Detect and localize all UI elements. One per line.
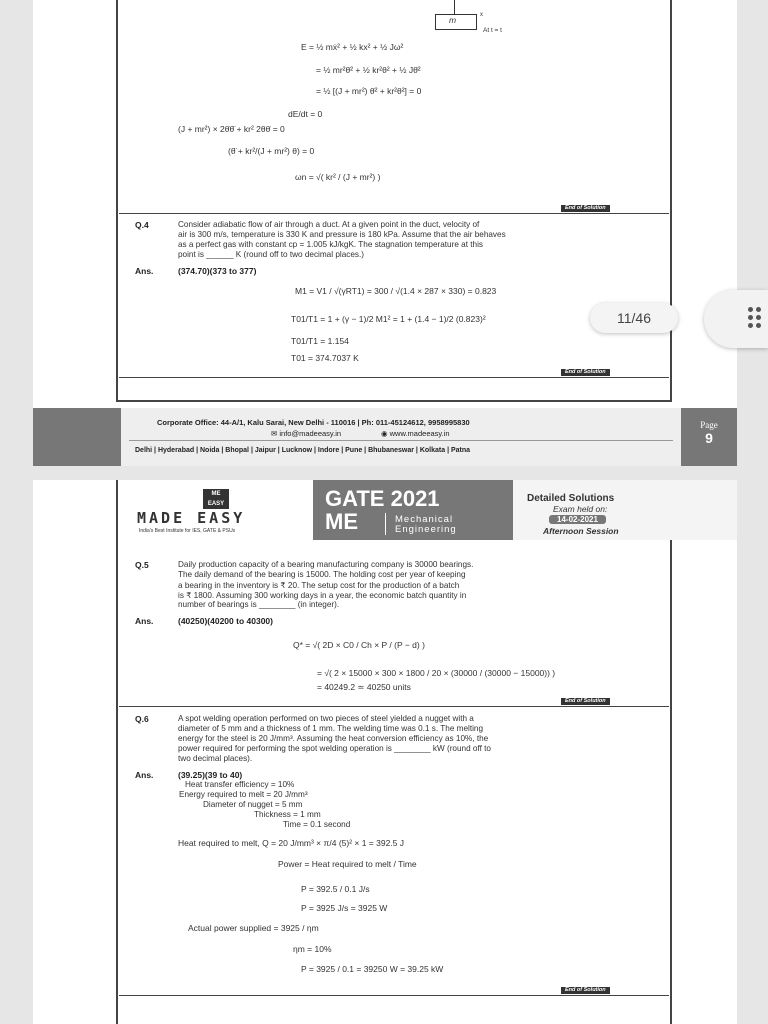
solution-line: ηm = 10% — [293, 944, 332, 954]
page-indicator[interactable]: 11/46 — [590, 303, 678, 333]
question-number: Q.6 — [135, 714, 149, 724]
separator-rule — [119, 995, 669, 996]
question-text-line: Consider adiabatic flow of air through a duct. At a given point in the duct, velocity of — [178, 220, 480, 229]
footer-divider — [129, 440, 673, 441]
given-value: Thickness = 1 mm — [254, 810, 321, 819]
solution-line: Power = Heat required to melt / Time — [278, 859, 417, 869]
x-label: x — [480, 12, 483, 18]
end-of-solution-badge: End of Solution — [561, 987, 610, 994]
web-link[interactable]: ◉ www.madeeasy.in — [381, 429, 450, 438]
solution-line: T01/T1 = 1 + (γ − 1)/2 M1² = 1 + (1.4 − 1)/2 (0.823)² — [291, 314, 486, 324]
mass-spring-line — [454, 0, 455, 14]
page-header — [121, 480, 737, 540]
question-text-line: Daily production capacity of a bearing manufacturing company is 30000 bearings. — [178, 560, 474, 569]
solution-line: Actual power supplied = 3925 / ηm — [188, 923, 319, 933]
answer-label: Ans. — [135, 770, 154, 780]
document-page-9 — [33, 0, 737, 466]
question-text-line: diameter of 5 mm and a thickness of 1 mm. The welding time was 0.1 s. The melting — [178, 724, 484, 733]
mail-icon: ✉ — [271, 429, 280, 438]
branch-name-1: Mechanical — [395, 514, 454, 525]
energy-eq-4: dE/dt = 0 — [288, 109, 323, 119]
question-text-line: power required for performing the spot welding operation is ________ kW (round off to — [178, 744, 491, 753]
energy-eq-2: = ½ mr²θ̇² + ½ kr²θ² + ½ Jθ̇² — [316, 65, 421, 75]
city-list: Delhi | Hyderabad | Noida | Bhopal | Jaipur | Lucknow | Indore | Pune | Bhubaneswar | Kolkata | Patna — [135, 447, 471, 454]
question-text-line: number of bearings is ________ (in integer). — [178, 600, 340, 609]
detailed-solutions-label: Detailed Solutions — [527, 493, 615, 504]
document-page-10 — [33, 480, 737, 1024]
footer-left-band — [33, 408, 121, 466]
mass-label: m — [449, 15, 457, 25]
separator-rule — [119, 377, 669, 378]
logo-icon: ME EASY — [203, 489, 229, 509]
end-of-solution-badge: End of Solution — [561, 205, 610, 212]
energy-eq-5: (J + mr²) × 2θ̇θ̈ + kr² 2θθ̇ = 0 — [178, 124, 285, 134]
exam-block — [313, 480, 513, 540]
brand-name: MADE EASY — [137, 509, 246, 527]
brand-block — [121, 480, 313, 540]
question-text-line: air is 300 m/s, temperature is 330 K and pressure is 180 kPa. Assume that the air behaves — [178, 230, 506, 239]
solution-line: T01 = 374.7037 K — [291, 353, 359, 363]
given-value: Heat transfer efficiency = 10% — [185, 780, 295, 789]
end-of-solution-badge: End of Solution — [561, 369, 610, 376]
question-text-line: A spot welding operation performed on two pieces of steel yielded a nugget with a — [178, 714, 474, 723]
exam-date-badge: 14-02-2021 — [549, 515, 606, 524]
given-value: Diameter of nugget = 5 mm — [203, 800, 303, 809]
answer-value: (39.25)(39 to 40) — [178, 770, 243, 780]
question-text-line: two decimal places). — [178, 754, 253, 763]
session-block — [513, 480, 737, 540]
question-text-line: energy for the steel is 20 J/mm³. Assuming the heat conversion efficiency as 10%, the — [178, 734, 489, 743]
solution-line: Q* = √( 2D × C0 / Ch × P / (P − d) ) — [293, 640, 425, 650]
energy-eq-7: ωn = √( kr² / (J + mr²) ) — [295, 172, 381, 182]
answer-value: (374.70)(373 to 377) — [178, 266, 257, 276]
answer-value: (40250)(40200 to 40300) — [178, 616, 273, 626]
brand-tagline: India's Best Institute for IES, GATE & PSUs — [139, 528, 236, 534]
question-text-line: The daily demand of the bearing is 15000. The holding cost per year of keeping — [178, 570, 466, 579]
question-number: Q.5 — [135, 560, 149, 570]
solution-line: = √( 2 × 15000 × 300 × 1800 / 20 × (30000 / (30000 − 15000)) ) — [317, 668, 556, 678]
branch-name-2: Engineering — [395, 524, 457, 535]
separator-rule — [119, 706, 669, 707]
dots-grid-icon — [748, 307, 762, 329]
solution-line: Heat required to melt, Q = 20 J/mm³ × π/4 (5)² × 1 = 392.5 J — [178, 838, 405, 848]
solution-line: P = 3925 J/s = 3925 W — [301, 903, 388, 913]
branch-code: ME — [325, 509, 358, 534]
corporate-office: Corporate Office: 44-A/1, Kalu Sarai, New Delhi - 110016 | Ph: 011-45124612, 9958995830 — [157, 418, 470, 427]
solution-line: = 40249.2 ≃ 40250 units — [317, 682, 411, 692]
question-text-line: a bearing in the inventory is ₹ 20. The setup cost for the production of a batch — [178, 581, 460, 590]
page-number-badge — [681, 408, 737, 466]
viewer-menu-button[interactable] — [704, 290, 768, 348]
page-number: 9 — [705, 430, 713, 446]
solution-line: M1 = V1 / √(γRT1) = 300 / √(1.4 × 287 × 330) = 0.823 — [295, 286, 497, 296]
solution-line: P = 3925 / 0.1 = 39250 W = 39.25 kW — [301, 964, 444, 974]
end-of-solution-badge: End of Solution — [561, 698, 610, 705]
given-value: Time = 0.1 second — [283, 820, 351, 829]
footer-contact-band — [121, 408, 681, 466]
page-footer — [33, 408, 737, 466]
answer-label: Ans. — [135, 616, 154, 626]
solution-line: T01/T1 = 1.154 — [291, 336, 349, 346]
question-text-line: as a perfect gas with constant cp = 1.005 kJ/kgK. The stagnation temperature at this — [178, 240, 484, 249]
content-frame — [116, 0, 672, 402]
question-text-line: is ₹ 1800. Assuming 300 working days in a year, the economic batch quantity in — [178, 591, 467, 600]
answer-label: Ans. — [135, 266, 154, 276]
page-label: Page — [700, 420, 718, 430]
energy-eq-1: E = ½ mẋ² + ½ kx² + ½ Jω² — [301, 42, 404, 52]
session-label: Afternoon Session — [543, 526, 619, 536]
email-link[interactable]: ✉ info@madeeasy.in — [271, 429, 342, 438]
branch-divider — [385, 513, 386, 535]
question-number: Q.4 — [135, 220, 149, 230]
question-text-line: point is ______ K (round off to two decimal places.) — [178, 250, 364, 259]
given-value: Energy required to melt = 20 J/mm³ — [179, 790, 308, 799]
exam-title: GATE 2021 — [325, 486, 440, 511]
separator-rule — [119, 213, 669, 214]
solution-line: P = 392.5 / 0.1 J/s — [301, 884, 370, 894]
energy-eq-6: (θ̈ + kr²/(J + mr²) θ) = 0 — [228, 146, 315, 156]
exam-held-label: Exam held on: — [553, 504, 608, 514]
globe-icon: ◉ — [381, 429, 390, 438]
time-label: At t = t — [483, 27, 502, 34]
energy-eq-3: = ½ [(J + mr²) θ̇² + kr²θ²] = 0 — [316, 86, 422, 96]
